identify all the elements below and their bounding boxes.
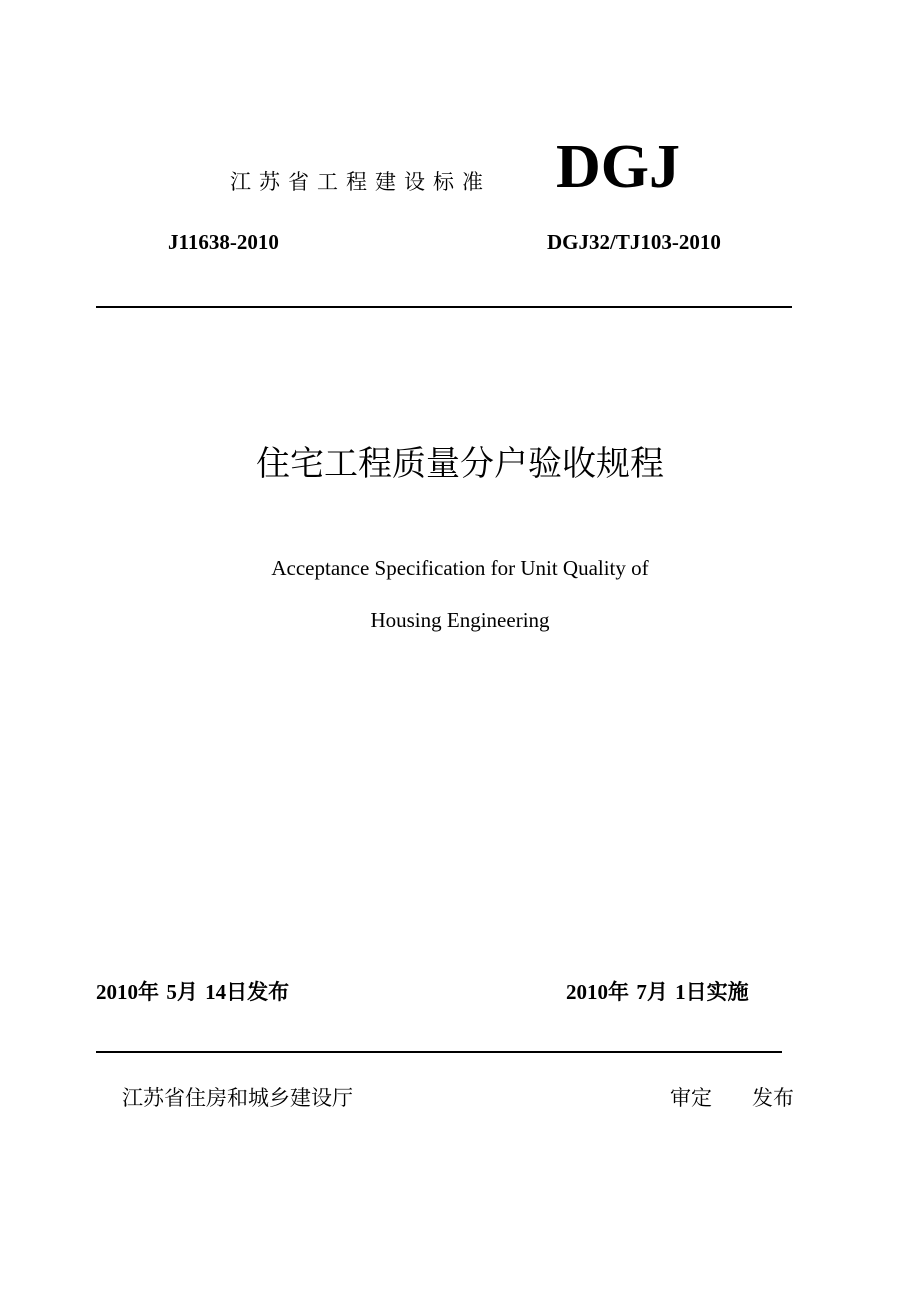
top-divider xyxy=(96,306,792,308)
standard-mark: DGJ xyxy=(556,133,680,201)
standard-number: DGJ32/TJ103-2010 xyxy=(547,230,721,254)
effective-day: 1 xyxy=(675,980,686,1004)
issue-month: 5 xyxy=(166,980,177,1004)
standard-header xyxy=(0,133,920,206)
effective-date xyxy=(566,976,749,1006)
issue-year-unit: 年 xyxy=(138,980,159,1004)
title-chinese: 住宅工程质量分户验收规程 xyxy=(256,444,664,484)
standard-category: 江苏省工程建设标准 xyxy=(230,170,491,194)
issue-date xyxy=(96,976,289,1006)
effective-year-unit: 年 xyxy=(608,980,629,1004)
issue-year: 2010 xyxy=(96,980,138,1004)
bottom-divider xyxy=(96,1051,782,1053)
effective-month-unit: 月 xyxy=(646,980,668,1004)
issue-day: 14 xyxy=(205,980,227,1004)
record-number: J11638-2010 xyxy=(168,230,279,254)
title-english-line-2: Housing Engineering xyxy=(370,608,550,632)
publish-label: 发布 xyxy=(752,1086,794,1110)
effective-day-suffix: 日实施 xyxy=(685,980,749,1004)
effective-year: 2010 xyxy=(566,980,608,1004)
issuing-authority: 江苏省住房和城乡建设厅 xyxy=(122,1086,353,1110)
issue-day-suffix: 日发布 xyxy=(226,980,290,1004)
approve-label: 审定 xyxy=(670,1086,712,1110)
title-english-line-1: Acceptance Specification for Unit Quality of xyxy=(271,556,649,580)
issue-month-unit: 月 xyxy=(176,980,198,1004)
effective-month: 7 xyxy=(636,980,647,1004)
